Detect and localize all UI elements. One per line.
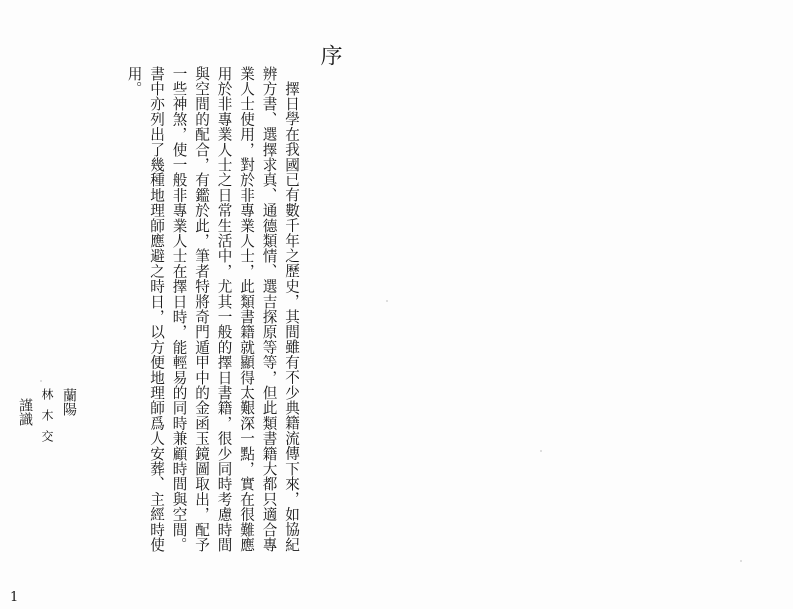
author-signature bbox=[17, 388, 80, 558]
page-number: 1 bbox=[10, 590, 19, 605]
preface-body bbox=[125, 66, 302, 566]
scan-speck bbox=[540, 450, 542, 452]
scan-speck bbox=[386, 300, 388, 302]
preface-paragraph: 擇日學在我國已有數千年之歷史，其間雖有不少典籍流傳下來，如協紀辨方書、選擇求真、通德類情、選吉探原等等，但此類書籍大都只適合專業人士使用，對於非專業人士，此類書籍就顯得太艱深一點，實在很難應用於非專業人士之日常生活中，尤其一般的擇日書籍，很少同時考慮時間與空間的配合，有鑑於此，筆者特將奇門遁甲中的金函玉鏡圖取出，配予一些神煞，使一般非專業人士在擇日時，能輕易的同時兼顧時間與空間。書中亦列出了幾種地理師應避之時日，以方便地理師爲人安葬、主經時使用。 bbox=[125, 66, 300, 553]
signature-closing: 謹識 bbox=[17, 398, 33, 426]
scan-speck bbox=[40, 380, 42, 382]
scan-speck bbox=[740, 560, 742, 562]
signature-name: 林木交 bbox=[40, 388, 54, 451]
signature-place: 蘭陽 bbox=[61, 388, 77, 416]
preface-title: 序 bbox=[317, 44, 342, 66]
